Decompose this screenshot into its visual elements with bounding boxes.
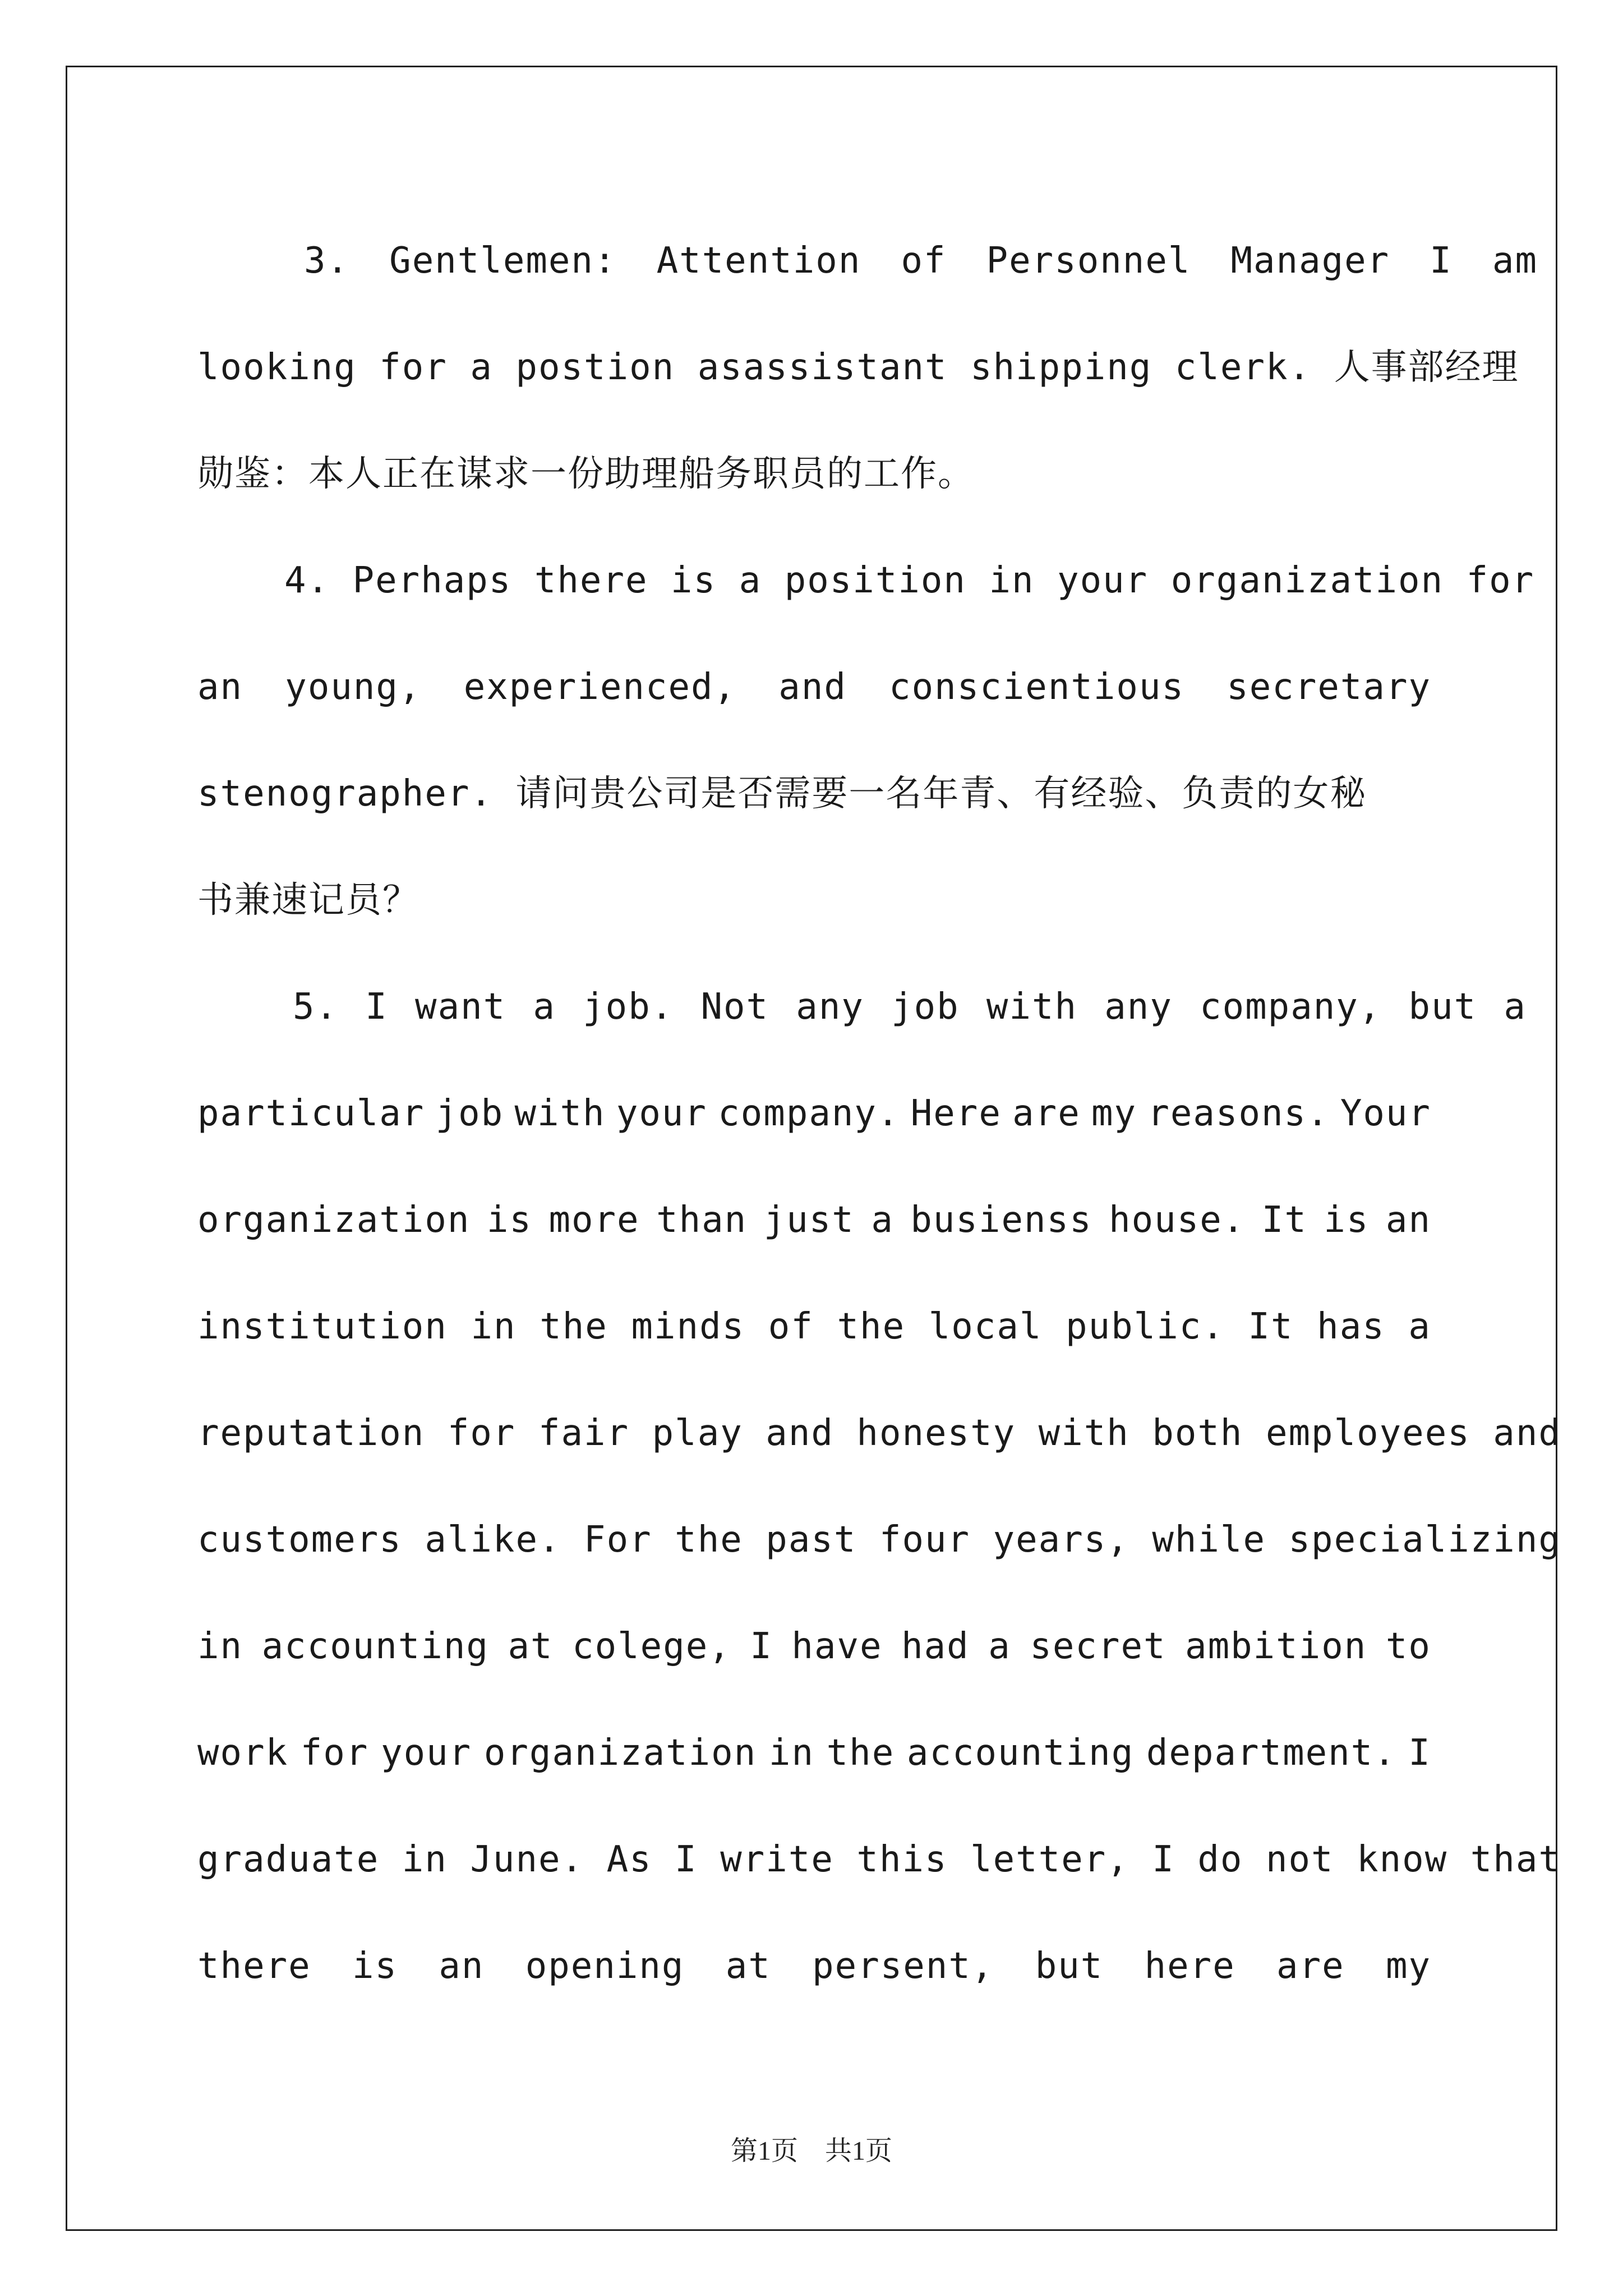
text-word: minds (631, 1306, 745, 1347)
text-word: experienced, (463, 666, 737, 708)
text-word: had (901, 1626, 970, 1667)
text-word: institution (197, 1306, 448, 1347)
text-word: in (197, 1626, 243, 1667)
text-word: opening (525, 1945, 685, 1987)
text-line (197, 314, 1519, 421)
paragraph-4 (197, 527, 1535, 954)
text-line (197, 1273, 1431, 1380)
text-word: job. (583, 986, 674, 1028)
text-word: I (750, 1626, 773, 1667)
text-word: to (1385, 1626, 1431, 1667)
text-word: is (352, 1945, 398, 1987)
text-word: job (435, 1093, 504, 1134)
text-word: a (988, 1626, 1011, 1667)
text-word: organization (483, 1732, 757, 1774)
text-word: conscientious (889, 666, 1184, 708)
text-word: at (725, 1945, 771, 1987)
text-word: Personnel (986, 240, 1191, 282)
text-line (197, 1913, 1431, 2019)
text-word: has (1317, 1306, 1385, 1347)
text-word: particular (197, 1093, 425, 1134)
text-word: my (1385, 1945, 1431, 1987)
text-line (197, 208, 1538, 314)
text-line (197, 740, 1431, 847)
text-word: an (1385, 1199, 1431, 1241)
paragraph-3 (197, 208, 1538, 527)
text-line (197, 1380, 1561, 1487)
text-word: 勋鉴：本人正在谋求一份助理船务职员的工作。 (197, 453, 975, 495)
text-word: company, (1200, 986, 1382, 1028)
text-line (197, 634, 1431, 740)
text-line (197, 1806, 1561, 1913)
text-word: I (1430, 240, 1453, 282)
text-word: more (548, 1199, 640, 1241)
text-word: with (986, 986, 1078, 1028)
text-word: 书兼速记员？ (197, 880, 419, 921)
text-word: stenographer. 请问贵公司是否需要一名年青、有经验、负责的女秘 (197, 773, 1367, 815)
text-word: Manager (1230, 240, 1390, 282)
text-word: persent, (812, 1945, 994, 1987)
paragraph-5 (197, 954, 1561, 2019)
page-footer: 第1页 共1页 (730, 2136, 892, 2166)
text-word: secret (1030, 1626, 1166, 1667)
text-word: Your (1340, 1093, 1431, 1134)
text-word: just (763, 1199, 855, 1241)
text-word: in (768, 1732, 814, 1774)
text-word: the (540, 1306, 608, 1347)
text-word: I (1408, 1732, 1431, 1774)
text-word: 3. (304, 240, 350, 282)
text-word: the (826, 1732, 895, 1774)
text-word: Not (700, 986, 769, 1028)
text-word: company. (718, 1093, 900, 1134)
text-word: in (471, 1306, 517, 1347)
document-body (197, 208, 1561, 2019)
text-line (197, 847, 1431, 954)
text-word: a (1408, 1306, 1431, 1347)
text-word: of (768, 1306, 814, 1347)
text-word: than (656, 1199, 748, 1241)
text-word: local (928, 1306, 1043, 1347)
text-word: my (1091, 1093, 1137, 1134)
text-word: young, (285, 666, 422, 708)
text-word: of (901, 240, 947, 282)
text-word: is (1324, 1199, 1370, 1241)
text-word: colege, (572, 1626, 731, 1667)
text-word: here (1144, 1945, 1235, 1987)
text-word: It (1261, 1199, 1307, 1241)
text-word: your (381, 1732, 472, 1774)
text-word: department. (1146, 1732, 1396, 1774)
text-word: I (365, 986, 388, 1028)
text-word: are (1012, 1093, 1081, 1134)
text-word: an (197, 666, 243, 708)
text-word: but (1035, 1945, 1104, 1987)
text-word: accounting (906, 1732, 1135, 1774)
text-word: have (791, 1626, 883, 1667)
text-line (197, 1487, 1561, 1593)
text-word: Gentlemen: (389, 240, 617, 282)
text-word: with (514, 1093, 606, 1134)
text-word: It (1248, 1306, 1294, 1347)
text-word: Here (910, 1093, 1002, 1134)
text-line (197, 1593, 1431, 1700)
text-word: Attention (656, 240, 861, 282)
text-word: any (1104, 986, 1173, 1028)
text-word: reputation for fair play and honesty with both employees and (197, 1412, 1561, 1454)
text-line (197, 954, 1527, 1060)
text-word: for (300, 1732, 369, 1774)
text-word: a (533, 986, 556, 1028)
text-word: there (197, 1945, 311, 1987)
text-word: secretary (1227, 666, 1431, 708)
text-word: am (1492, 240, 1538, 282)
text-word: your (616, 1093, 707, 1134)
text-word: any (796, 986, 864, 1028)
text-word: public. (1066, 1306, 1225, 1347)
text-line (197, 1167, 1431, 1273)
text-word: a (1504, 986, 1527, 1028)
text-line (197, 1700, 1431, 1806)
text-word: but (1408, 986, 1477, 1028)
text-word: accounting (261, 1626, 489, 1667)
text-word: 5. (293, 986, 339, 1028)
text-line (197, 1060, 1431, 1167)
text-word: an (439, 1945, 485, 1987)
text-word: and (778, 666, 847, 708)
text-word: customers alike. For the past four years, while specializing (197, 1519, 1561, 1561)
text-word: reasons. (1147, 1093, 1330, 1134)
text-word: want (415, 986, 506, 1028)
text-word: job (891, 986, 960, 1028)
text-word: looking for a postion asassistant shipping clerk. 人事部经理 (197, 347, 1519, 388)
text-word: 4. Perhaps there is a position in your organization for (284, 560, 1535, 601)
text-word: the (837, 1306, 906, 1347)
text-word: house. (1109, 1199, 1246, 1241)
text-word: a (871, 1199, 894, 1241)
text-line (197, 527, 1535, 634)
text-line (197, 421, 1431, 527)
text-word: busienss (910, 1199, 1092, 1241)
text-word: are (1276, 1945, 1345, 1987)
text-word: organization (197, 1199, 471, 1241)
text-word: work (197, 1732, 289, 1774)
text-word: at (508, 1626, 554, 1667)
text-word: is (486, 1199, 532, 1241)
text-word: graduate in June. As I write this letter, I do not know that (197, 1839, 1561, 1880)
text-word: ambition (1185, 1626, 1367, 1667)
